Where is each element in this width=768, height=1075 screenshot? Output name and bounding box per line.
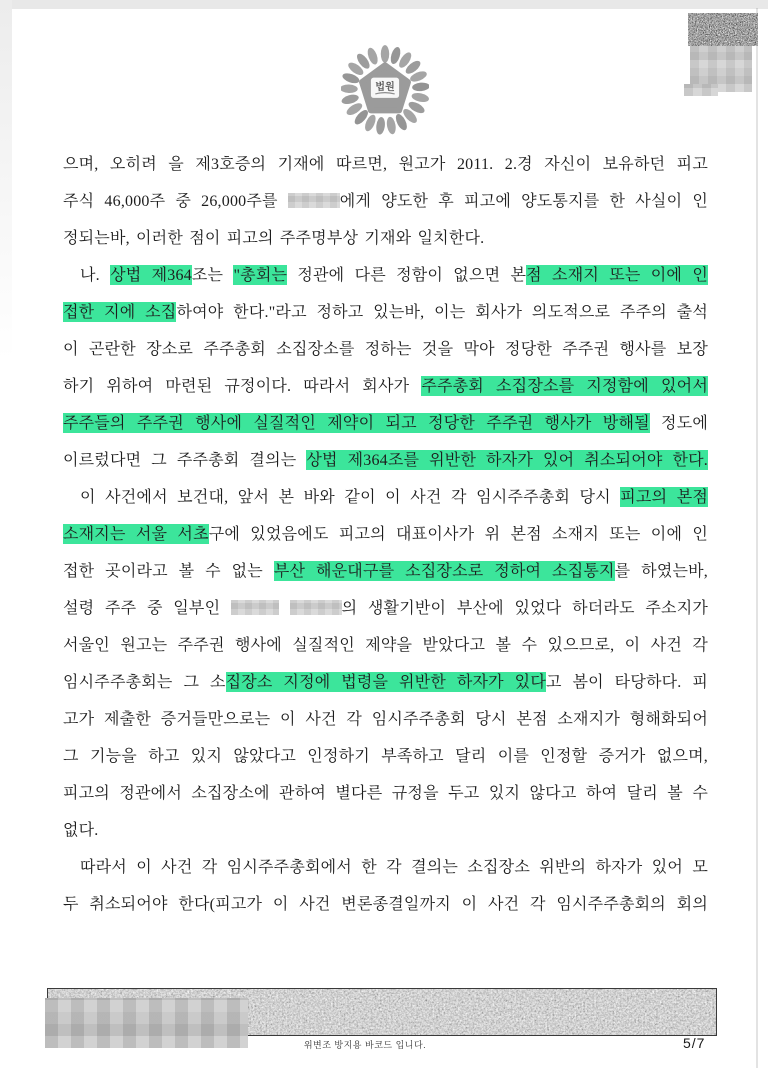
- redacted-text: [290, 600, 342, 615]
- text-segment: 정되는바, 이러한 점이 피고의 주주명부상 기재와 일치한다.: [63, 230, 485, 247]
- document-line: [63, 738, 708, 775]
- redacted-text: [288, 193, 340, 208]
- barcode-caption: 위변조 방지용 바코드 입니다.: [303, 1040, 427, 1050]
- text-segment: 두 취소되어야 한다(피고가 이 사건 변론종결일까지 이 사건 각 임시주주총회의 회의: [63, 896, 708, 913]
- text-segment: 조는: [191, 267, 234, 284]
- text-segment: 구에 있었음에도 피고의 대표이사가 위 본점 소재지 또는 이에 인: [208, 526, 708, 543]
- document-line: [63, 553, 708, 590]
- highlighted-text: 부산 해운대구를 소집장소로 정하여 소집통지: [273, 563, 615, 580]
- text-segment: 주식 46,000주 중 26,000주를: [63, 193, 288, 210]
- highlighted-text: 주주들의 주주권 행사에 실질적인 제약이 되고 정당한 주주권 행사가 방해될: [63, 415, 650, 432]
- text-segment: 정도에: [649, 415, 708, 432]
- text-segment: 으며, 오히려 을 제3호증의 기재에 따르면, 원고가 2011. 2.경 자신이 보유하던 피고: [63, 156, 708, 173]
- court-seal-icon: [341, 44, 429, 136]
- highlighted-text: 주주총회 소집장소를 지정함에 있어서: [421, 378, 708, 395]
- highlighted-text: "총회는: [233, 267, 288, 284]
- text-segment: [279, 600, 290, 617]
- page-number: 5/7: [683, 1035, 706, 1051]
- text-segment: 이 사건에서 보건대, 앞서 본 바와 같이 이 사건 각 임시주주총회 당시: [80, 489, 621, 506]
- document-line: [63, 183, 708, 220]
- document-body: [63, 146, 708, 923]
- text-segment: 임시주주총회는 그 소: [63, 674, 226, 691]
- text-segment: 따라서 이 사건 각 임시주주총회에서 한 각 결의는 소집장소 위반의 하자가 있어 모: [80, 859, 708, 876]
- text-segment: 설령 주주 중 일부인: [63, 600, 231, 617]
- document-line: [63, 368, 708, 405]
- document-line: [63, 405, 708, 442]
- highlighted-text: 상법 제364조를 위반한 하자가 있어 취소되어야 한다.: [306, 452, 708, 469]
- left-edge-shadow: [0, 0, 12, 360]
- highlighted-text: 집장소 지정에 법령을 위반한 하자가 있다: [225, 674, 546, 691]
- barcode-redaction: [45, 998, 248, 1048]
- top-edge-shadow: [0, 0, 768, 9]
- document-line: [63, 775, 708, 812]
- text-segment: 없다.: [63, 822, 99, 839]
- text-segment: 피고의 정관에서 소집장소에 관하여 별다른 규정을 두고 있지 않다고 하여 달리 볼 수: [63, 785, 708, 802]
- document-line: [63, 701, 708, 738]
- document-line: [63, 516, 708, 553]
- text-segment: 이르렀다면 그 주주총회 결의는: [63, 452, 307, 469]
- text-segment: 의 생활기반이 부산에 있었다 하더라도 주소지가: [341, 600, 708, 617]
- highlighted-text: 상법 제364: [110, 267, 192, 284]
- document-line: [63, 627, 708, 664]
- document-line: [63, 257, 708, 294]
- text-segment: 정관에 다른 정함이 없으면 본: [287, 267, 527, 284]
- highlighted-text: 피고의 본점: [620, 489, 708, 506]
- text-segment: 고 봄이 타당하다. 피: [546, 674, 708, 691]
- seal-label: 법원: [375, 82, 395, 93]
- highlighted-text: 접한 지에 소집: [63, 304, 177, 321]
- redacted-stamp-block-small: [684, 84, 718, 96]
- text-segment: 고가 제출한 증거들만으로는 이 사건 각 임시주주총회 당시 본점 소재지가 형해화되어: [63, 711, 708, 728]
- text-segment: 서울인 원고는 주주권 행사에 실질적인 제약을 받았다고 볼 수 있으므로, 이 사건 각: [63, 637, 708, 654]
- document-line: [63, 220, 708, 257]
- document-line: [63, 849, 708, 886]
- right-edge-line: [756, 8, 758, 1068]
- document-line: [63, 886, 708, 923]
- text-segment: 에게 양도한 후 피고에 양도통지를 한 사실이 인: [339, 193, 708, 210]
- document-line: [63, 479, 708, 516]
- text-segment: 를 하였는바,: [614, 563, 708, 580]
- text-segment: 그 기능을 하고 있지 않았다고 인정하기 부족하고 달리 이를 인정할 증거가 없으며,: [63, 748, 708, 765]
- highlighted-text: 소재지는 서울 서초: [63, 526, 209, 543]
- court-seal: [341, 44, 429, 136]
- text-segment: 이 곤란한 장소로 주주총회 소집장소를 정하는 것을 막아 정당한 주주권 행사를 보장: [63, 341, 708, 358]
- text-segment: 접한 곳이라고 볼 수 없는: [63, 563, 274, 580]
- redacted-stamp-noise: [688, 13, 758, 46]
- document-line: [63, 294, 708, 331]
- document-line: [63, 812, 708, 849]
- document-line: [63, 664, 708, 701]
- highlighted-text: 점 소재지 또는 이에 인: [526, 267, 708, 284]
- text-segment: 나.: [80, 267, 111, 284]
- document-line: [63, 590, 708, 627]
- document-line: [63, 442, 708, 479]
- document-line: [63, 331, 708, 368]
- document-line: [63, 146, 708, 183]
- redacted-text: [231, 600, 279, 615]
- text-segment: 하기 위하여 마련된 규정이다. 따라서 회사가: [63, 378, 422, 395]
- text-segment: 하여야 한다."라고 정하고 있는바, 이는 회사가 의도적으로 주주의 출석: [176, 304, 708, 321]
